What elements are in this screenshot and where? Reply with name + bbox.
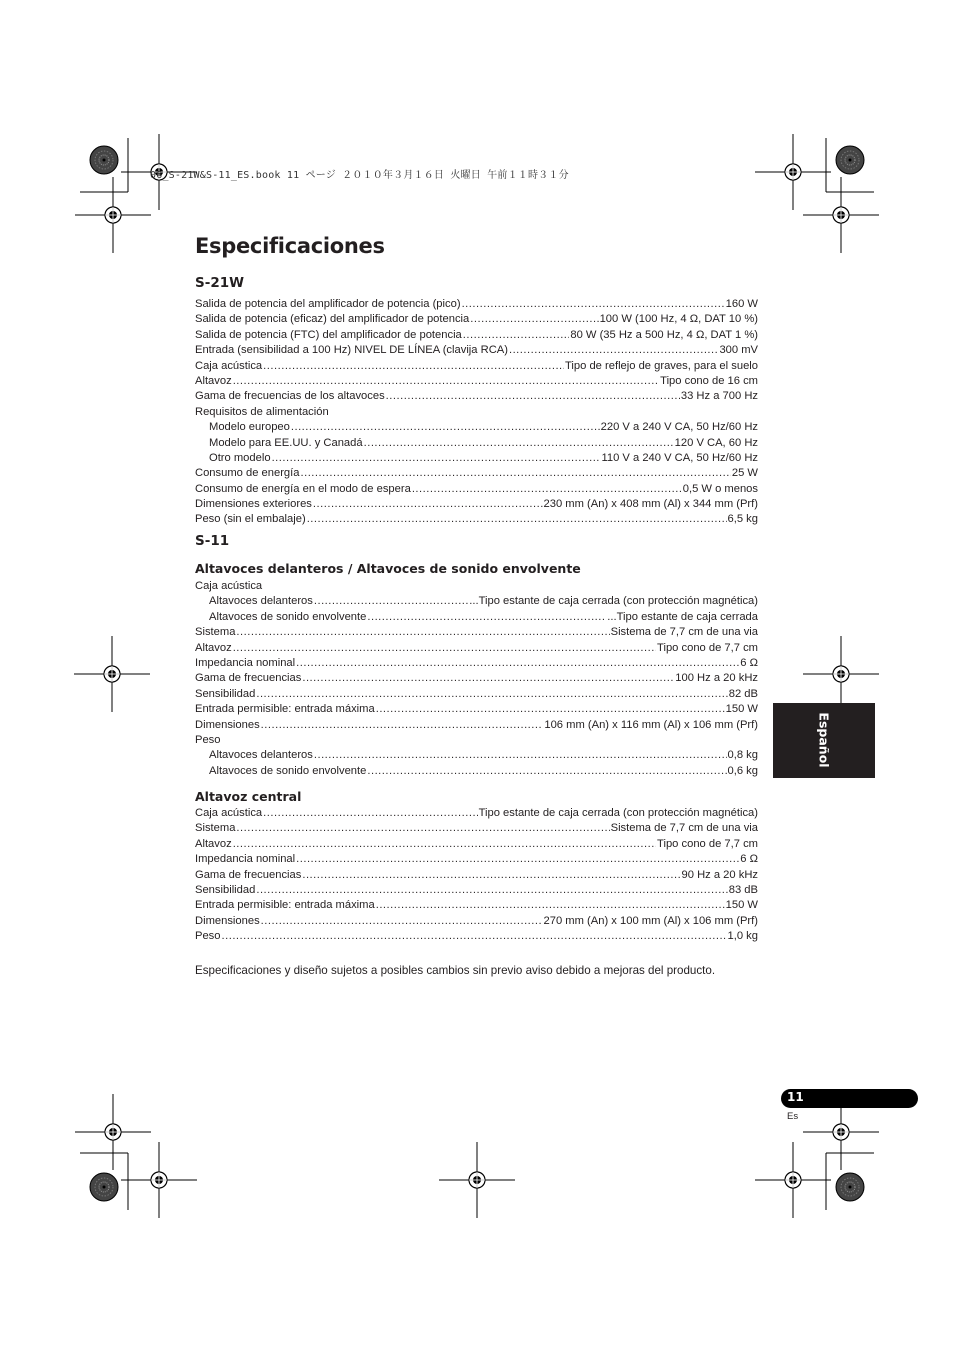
spec-label: Dimensiones exteriores (195, 498, 312, 511)
spec-value: 83 dB (728, 883, 758, 896)
spec-label: Caja acústica (195, 359, 263, 372)
spec-row (195, 328, 758, 343)
spec-row (195, 821, 758, 836)
dot-leader (263, 359, 564, 374)
spec-label: Consumo de energía (195, 467, 300, 480)
spec-label: Peso (195, 930, 221, 943)
spec-row (195, 420, 758, 435)
spec-value: 6 Ω (740, 853, 758, 866)
spec-value: 6,5 kg (727, 513, 758, 526)
dot-leader (233, 374, 659, 389)
dot-leader (236, 625, 609, 640)
dot-leader (307, 512, 727, 527)
spec-row (195, 641, 758, 656)
spec-label: Caja acústica (195, 807, 263, 819)
language-tab-label: Español (816, 712, 832, 768)
dot-leader (367, 764, 726, 779)
spec-row (195, 482, 758, 497)
spec-row (195, 733, 758, 748)
spec-label: Sensibilidad (195, 883, 256, 896)
spec-row (195, 389, 758, 404)
spec-row (195, 451, 758, 466)
spec-value: 6 Ω (740, 656, 758, 669)
center-speaker-heading: Altavoz central (195, 789, 302, 804)
s21w-heading: S-21W (195, 275, 245, 291)
spec-row (195, 764, 758, 779)
spec-row (195, 748, 758, 763)
spec-label: Altavoces de sonido envolvente (209, 610, 367, 623)
spec-label: Dimensiones (195, 718, 260, 731)
dot-leader (313, 497, 543, 512)
spec-row (195, 610, 758, 625)
spec-value: 110 V a 240 V CA, 50 Hz/60 Hz (601, 451, 758, 464)
dot-leader (263, 806, 477, 821)
dot-leader (462, 297, 725, 312)
spec-row (195, 374, 758, 389)
spec-label: Requisitos de alimentación (195, 405, 329, 418)
spec-label: Gama de frecuencias (195, 672, 302, 685)
dot-leader (233, 837, 656, 852)
spec-label: Salida de potencia del amplificador de potencia (pico) (195, 298, 461, 310)
spec-row (195, 929, 758, 944)
spec-value: Tipo cono de 7,7 cm (657, 641, 758, 654)
dot-leader (386, 389, 680, 404)
dot-leader (291, 420, 600, 435)
spec-row (195, 436, 758, 451)
dot-leader (364, 436, 674, 451)
spec-label: Entrada (sensibilidad a 100 Hz) NIVEL DE LÍNEA (clavija RCA) (195, 344, 508, 357)
dot-leader (256, 687, 727, 702)
dot-leader (470, 312, 598, 327)
front-surround-spec-list (195, 579, 758, 779)
dot-leader (261, 914, 543, 929)
spec-row (195, 312, 758, 327)
spec-value: ...Tipo estante de caja cerrada (con protección magnética) (469, 595, 758, 608)
spec-row (195, 625, 758, 640)
spec-row (195, 702, 758, 717)
spec-row (195, 837, 758, 852)
spec-value: Tipo cono de 16 cm (660, 374, 758, 387)
spec-label: Sistema (195, 822, 236, 835)
center-speaker-spec-list (195, 806, 758, 945)
spec-value: Tipo de reflejo de graves, para el suelo (565, 359, 758, 372)
spec-label: Altavoz (195, 641, 232, 654)
disclaimer-note: Especificaciones y diseño sujetos a posibles cambios sin previo aviso debido a mejoras del producto. (195, 964, 716, 977)
spec-label: Salida de potencia (FTC) del amplificador de potencia (195, 328, 462, 341)
spec-label: Gama de frecuencias de los altavoces (195, 390, 385, 403)
spec-row (195, 883, 758, 898)
dot-leader (261, 718, 544, 733)
spec-value: 90 Hz a 20 kHz (681, 868, 758, 881)
dot-leader (272, 451, 601, 466)
spec-row (195, 852, 758, 867)
dot-leader (296, 852, 739, 867)
spec-value: 1,0 kg (727, 930, 758, 943)
spec-value: 160 W (725, 298, 758, 310)
spec-value: Sistema de 7,7 cm de una via (610, 626, 758, 639)
spec-label: Otro modelo (209, 451, 271, 464)
spec-label: Entrada permisible: entrada máxima (195, 703, 375, 716)
spec-row (195, 806, 758, 821)
spec-value: 0,8 kg (727, 749, 758, 762)
dot-leader (233, 641, 656, 656)
spec-row (195, 671, 758, 686)
page-language-code: Es (787, 1111, 799, 1122)
spec-label: Peso (195, 733, 221, 746)
dot-leader (302, 868, 680, 883)
spec-label: Modelo europeo (209, 421, 290, 434)
spec-label: Altavoces de sonido envolvente (209, 764, 367, 777)
dot-leader (296, 656, 739, 671)
spec-value: 150 W (725, 899, 758, 912)
spec-row (195, 914, 758, 929)
spec-row (195, 868, 758, 883)
dot-leader (509, 343, 718, 358)
spec-label: Altavoces delanteros (209, 749, 313, 762)
spec-label: Impedancia nominal (195, 656, 296, 669)
spec-value: 25 W (731, 467, 758, 480)
spec-label: Impedancia nominal (195, 853, 296, 866)
page-number: 11 (787, 1090, 804, 1104)
spec-label: Dimensiones (195, 914, 260, 927)
spec-value: 270 mm (An) x 100 mm (Al) x 106 mm (Prf) (543, 914, 758, 927)
spec-label: Sistema (195, 626, 236, 639)
spec-row (195, 359, 758, 374)
spec-value: 0,5 W o menos (682, 482, 758, 495)
print-header: 06_S-21W&S-11_ES.book 11 ページ ２０１０年３月１６日 火曜日 午前１１時３１分 (150, 170, 569, 181)
spec-row (195, 297, 758, 312)
spec-label: Consumo de energía en el modo de espera (195, 482, 411, 495)
dot-leader (376, 898, 725, 913)
spec-value: 230 mm (An) x 408 mm (Al) x 344 mm (Prf) (543, 498, 758, 511)
spec-value: 120 V CA, 60 Hz (674, 436, 758, 449)
spec-label: Altavoz (195, 837, 232, 850)
spec-row (195, 687, 758, 702)
spec-value: Tipo estante de caja cerrada (con protección magnética) (478, 807, 758, 819)
spec-row (195, 512, 758, 527)
spec-row (195, 497, 758, 512)
spec-value: 0,6 kg (727, 764, 758, 777)
spec-row (195, 718, 758, 733)
dot-leader (412, 482, 682, 497)
spec-value: Tipo cono de 7,7 cm (657, 837, 758, 850)
dot-leader (314, 594, 468, 609)
spec-row (195, 405, 758, 420)
spec-value: 220 V a 240 V CA, 50 Hz/60 Hz (600, 421, 758, 434)
spec-value: ...Tipo estante de caja cerrada (607, 610, 758, 623)
spec-label: Modelo para EE.UU. y Canadá (209, 436, 363, 449)
spec-value: 106 mm (An) x 116 mm (Al) x 106 mm (Prf) (544, 718, 758, 731)
dot-leader (222, 929, 727, 944)
page-number-badge (781, 1089, 918, 1108)
spec-label: Altavoces delanteros (209, 595, 313, 608)
spec-value: 80 W (35 Hz a 500 Hz, 4 Ω, DAT 1 %) (570, 328, 758, 341)
dot-leader (314, 748, 727, 763)
spec-row (195, 579, 758, 594)
spec-label: Entrada permisible: entrada máxima (195, 899, 375, 912)
front-surround-heading: Altavoces delanteros / Altavoces de sonido envolvente (195, 561, 581, 576)
spec-row (195, 898, 758, 913)
spec-row (195, 466, 758, 481)
spec-row (195, 656, 758, 671)
spec-label: Sensibilidad (195, 687, 256, 700)
spec-value: 82 dB (728, 687, 758, 700)
dot-leader (256, 883, 727, 898)
spec-row (195, 343, 758, 358)
spec-value: 150 W (725, 703, 758, 716)
dot-leader (300, 466, 730, 481)
spec-label: Peso (sin el embalaje) (195, 513, 306, 526)
spec-row (195, 594, 758, 609)
dot-leader (367, 610, 606, 625)
spec-value: Sistema de 7,7 cm de una via (610, 822, 758, 835)
language-tab (773, 703, 875, 778)
spec-value: 100 Hz a 20 kHz (675, 672, 758, 685)
dot-leader (302, 671, 674, 686)
spec-label: Salida de potencia (eficaz) del amplificador de potencia (195, 313, 470, 326)
page-title: Especificaciones (195, 234, 385, 258)
spec-value: 300 mV (719, 344, 758, 357)
spec-value: 33 Hz a 700 Hz (680, 390, 758, 403)
dot-leader (463, 328, 570, 343)
dot-leader (376, 702, 725, 717)
dot-leader (236, 821, 609, 836)
spec-value: 100 W (100 Hz, 4 Ω, DAT 10 %) (599, 313, 758, 326)
s21w-spec-list (195, 297, 758, 528)
spec-label: Altavoz (195, 374, 232, 387)
spec-label: Caja acústica (195, 580, 263, 592)
s11-heading: S-11 (195, 533, 230, 549)
spec-label: Gama de frecuencias (195, 868, 302, 881)
